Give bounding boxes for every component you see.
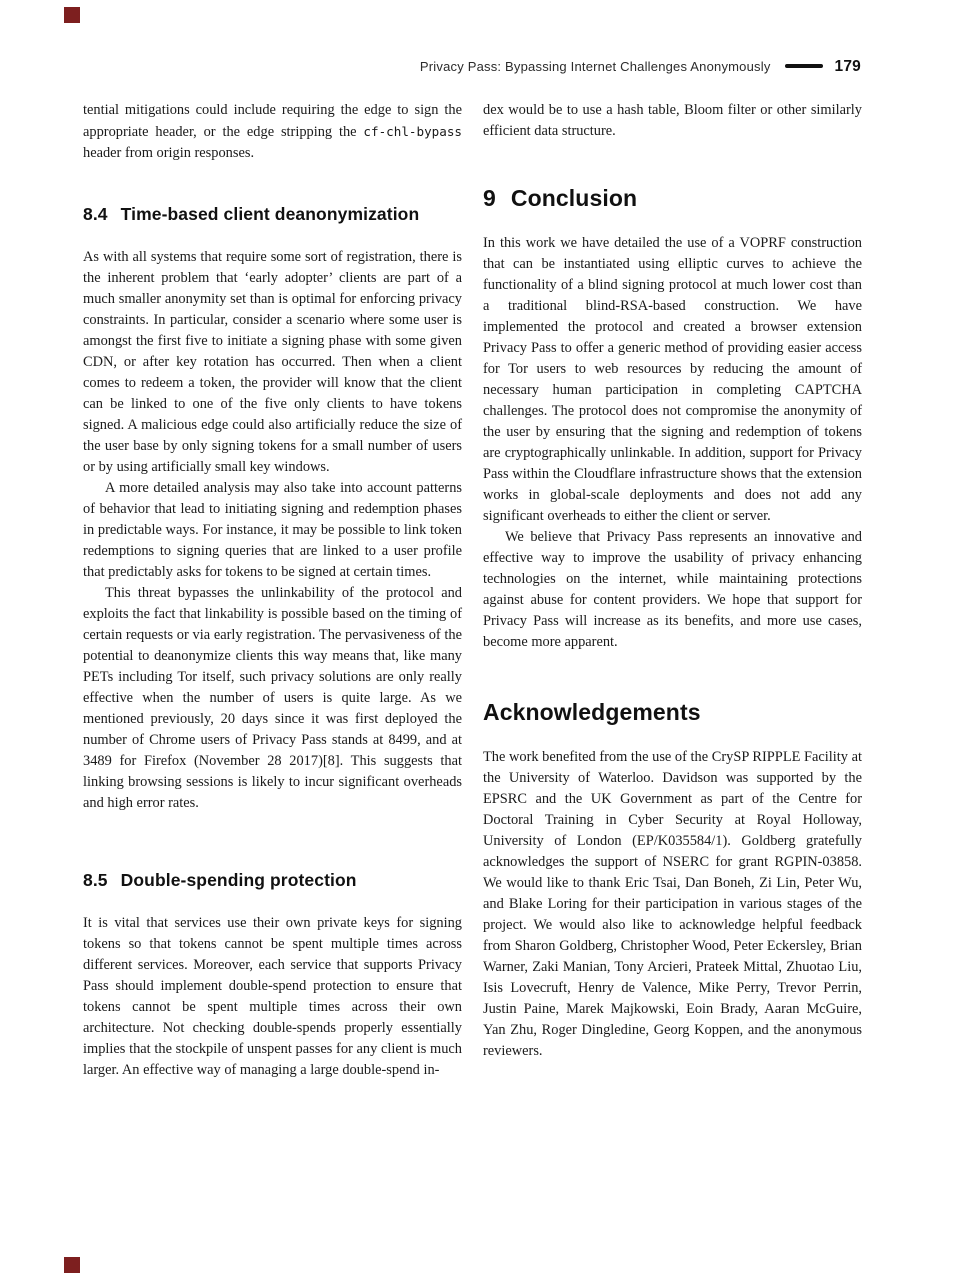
section-heading-8-4	[83, 204, 462, 225]
running-header	[83, 58, 861, 76]
crop-mark-bottom	[64, 1257, 80, 1273]
paragraph: We believe that Privacy Pass represents an innovative and effective way to improve the usability of privacy enhancing technologies on the internet, while maintaining protections against abuse for content providers. We hope that support for Privacy Pass will increase as its benefits, and more use cases, become more apparent.	[483, 529, 862, 650]
left-column	[83, 100, 462, 1081]
paragraph: This threat bypasses the unlinkability of the protocol and exploits the fact that linkability is possible based on the timing of certain requests or via early registration. The pervasiveness of the potential to deanonymize clients this way means that, like many PETs including Tor itself, such privacy solutions are only really effective when the number of users is quite large. As we mentioned previously, 20 days since it was first deployed the number of Chrome users of Privacy Pass stands at 8499, and at 3489 for Firefox (November 28 2017)[8]. This suggests that linking browsing sessions is likely to incur significant overheads and high error rates.	[83, 585, 462, 811]
paragraph-text: header from origin responses.	[83, 145, 255, 161]
paragraph-continuation-index: dex would be to use a hash table, Bloom filter or other similarly efficient data structure.	[483, 102, 862, 139]
section-number: 9	[483, 185, 496, 211]
section-heading-acknowledgements: Acknowledgements	[483, 699, 701, 725]
paragraph: As with all systems that require some sort of registration, there is the inherent problem that ‘early adopter’ clients are part of a much smaller anonymity set than is optimal for enforcing privacy constraints. In particular, consider a scenario where some user is amongst the first five to initiate a signing phase with some given CDN, or after key rotation has occurred. Then when a client comes to redeem a token, the provider will know that the client can be linked to one of the five only clients to have tokens signed. A malicious edge could also artificially reduce the size of the user base by only signing tokens for a small number of users or by using artificially small key windows.	[83, 249, 462, 475]
paragraph: In this work we have detailed the use of a VOPRF construction that can be instantiated using elliptic curves to achieve the functionality of a blind signing protocol at much lower cost than a traditional blind-RSA-based construction. We have implemented the protocol and created a browser extension Privacy Pass to offer a generic method of providing easier access for Tor users to web resources by reducing the amount of necessary human participation in completing CAPTCHA challenges. The protocol does not compromise the anonymity of the user by ensuring that the signing and redemption of tokens are cryptographically unlinkable. In addition, support for Privacy Pass within the Cloudflare infrastructure shows that the extension works in global-scale deployments and does not add any significant overheads to either the client or server.	[483, 235, 862, 524]
header-rule-dash	[785, 64, 823, 68]
paragraph-text: tential mitigations could include requiring the edge to sign the appropriate header, or the edge stripping the	[83, 102, 462, 140]
paragraph: The work benefited from the use of the CrySP RIPPLE Facility at the University of Waterloo. Davidson was supported by the EPSRC and the UK Government as part of the Centre for Doctoral Training in Cyber Security at Royal Holloway, University of London (EP/K035584/1). Goldberg gratefully acknowledges the support of NSERC for grant RGPIN-03858. We would like to thank Eric Tsai, Dan Boneh, Zi Lin, Peter Wu, and Blake Loring for their participation in various stages of the project. We would also like to acknowledge helpful feedback from Sharon Goldberg, Christopher Wood, Peter Eckersley, Brian Warner, Zaki Manian, Tony Arcieri, Prateek Mittal, Zhuotao Liu, Isis Lovecruft, Henry de Valence, Mike Perry, Trevor Perrin, Justin Paine, Marek Majkowski, Eoin Brady, Aaran McGuire, Yan Zhu, Roger Dingledine, Georg Koppen, and the anonymous reviewers.	[483, 749, 862, 1059]
section-heading-8-5	[83, 870, 462, 891]
right-column	[483, 100, 862, 1062]
page-number: 179	[834, 58, 861, 75]
section-number: 8.5	[83, 870, 108, 890]
inline-code-cf-chl-bypass: cf-chl-bypass	[363, 124, 462, 139]
crop-mark-top	[64, 7, 80, 23]
section-title: Double-spending protection	[120, 870, 357, 890]
paragraph-continuation-mitigations	[83, 100, 462, 164]
section-number: 8.4	[83, 204, 108, 224]
section-title: Time-based client deanonymization	[120, 204, 420, 224]
running-header-title: Privacy Pass: Bypassing Internet Challenges Anonymously	[419, 59, 771, 74]
paragraph: A more detailed analysis may also take into account patterns of behavior that lead to initiating signing and redemption phases in predictable ways. For instance, it may be possible to link token redemptions to signing queries that are linked to a user profile that predictably asks for tokens to be signed at certain times.	[83, 480, 462, 580]
section-heading-9-conclusion	[483, 185, 862, 211]
section-title: Conclusion	[510, 185, 638, 211]
paragraph: It is vital that services use their own private keys for signing tokens so that tokens cannot be spent multiple times across different services. Moreover, each service that supports Privacy Pass should implement double-spend protection to ensure that tokens cannot be spent multiple times across their own architecture. Not checking double-spends properly essentially implies that the stockpile of unspent passes for any client is much larger. An effective way of managing a large double-spend in-	[83, 915, 462, 1078]
